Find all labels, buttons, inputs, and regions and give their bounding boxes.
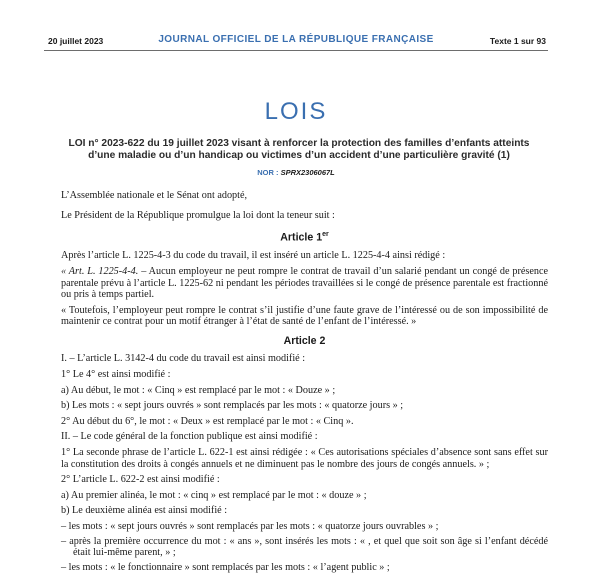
header-divider bbox=[44, 50, 548, 51]
header-page-ref: Texte 1 sur 93 bbox=[489, 36, 546, 46]
header-journal-title: JOURNAL OFFICIEL DE LA RÉPUBLIQUE FRANÇAISE bbox=[158, 34, 434, 45]
section-title: LOIS bbox=[264, 98, 328, 125]
header-date: 20 juillet 2023 bbox=[48, 36, 104, 46]
preamble-promulgation: Le Président de la République promulgue la loi dont la teneur suit : bbox=[61, 209, 335, 221]
article-2-line: 1° Le 4° est ainsi modifié : bbox=[61, 369, 171, 381]
nor-reference bbox=[0, 168, 592, 177]
article-2-line: a) Au début, le mot : « Cinq » est remplacé par le mot : « Douze » ; bbox=[61, 384, 336, 396]
law-title-line-1: LOI n° 2023-622 du 19 juillet 2023 visant à renforcer la protection des familles d’enfants atteints bbox=[68, 138, 530, 149]
article-2-line: II. – Le code général de la fonction publique est ainsi modifié : bbox=[61, 431, 318, 443]
article-2-title: Article 2 bbox=[283, 334, 326, 347]
article-2-dash-item: – après la première occurrence du mot : « ans », sont insérés les mots : « , et quel que soit son âge si l’enfant décédé était lui-même parent, » ; bbox=[61, 535, 548, 559]
article-2-dash-item: – les mots : « sept jours ouvrés » sont remplacés par les mots : « quatorze jours ouvrables » ; bbox=[61, 521, 439, 532]
law-title-line-2: d’une maladie ou d’un handicap ou victimes d’un accident d’une particulière gravité (1) bbox=[88, 150, 510, 161]
nor-label: NOR : bbox=[257, 168, 279, 177]
article-2-line: a) Au premier alinéa, le mot : « cinq » est remplacé par le mot : « douze » ; bbox=[61, 489, 367, 501]
article-1-quoted-article bbox=[61, 266, 548, 301]
article-1-title: Article 1er bbox=[280, 231, 329, 244]
page-header bbox=[44, 33, 548, 49]
law-title bbox=[50, 138, 548, 162]
article-2-dash-item: – les mots : « le fonctionnaire » sont remplacés par les mots : « l’agent public » ; bbox=[61, 561, 390, 573]
article-2-line: I. – L’article L. 3142-4 du code du travail est ainsi modifié : bbox=[61, 353, 306, 365]
nor-value: SPRX2306067L bbox=[280, 168, 335, 177]
article-2-line: 2° L’article L. 622-2 est ainsi modifié : bbox=[61, 474, 220, 486]
preamble-adopted: L’Assemblée nationale et le Sénat ont adopté, bbox=[61, 190, 248, 201]
article-1-intro: Après l’article L. 1225-4-3 du code du travail, il est inséré un article L. 1225-4-4 ainsi rédigé : bbox=[61, 250, 446, 262]
law-body bbox=[61, 190, 548, 576]
article-1-exception: « Toutefois, l’employeur peut rompre le contrat s’il justifie d’une faute grave de l’intéressé ou de son impossibilité de maintenir ce contrat pour un motif étranger à l’état de santé de l’enfant de l’intéressé. » bbox=[61, 304, 548, 328]
article-1-quote-text: Aucun employeur ne peut rompre le contrat de travail d’un salarié pendant un congé de présence parentale prévu à l’article L. 1225-62 ni pendant les périodes travaillées si le congé de présence parentale est fractionné ou pris à temps partiel. bbox=[61, 265, 548, 301]
article-2-line: 1° La seconde phrase de l’article L. 622-1 est ainsi rédigée : « Ces autorisations spéciales d’absence sont sans effet sur la constitution des droits à congés annuels et ne diminuent pas le nombre des jours de congés annuels. » ; bbox=[61, 447, 548, 470]
article-2-line: b) Le deuxième alinéa est ainsi modifié : bbox=[61, 505, 228, 517]
article-1-quote-lead: « Art. L. 1225-4-4. – bbox=[61, 265, 147, 277]
article-2-line: 2° Au début du 6°, le mot : « Deux » est remplacé par le mot : « Cinq ». bbox=[61, 415, 354, 427]
article-2-line: b) Les mots : « sept jours ouvrés » sont remplacés par les mots : « quatorze jours » ; bbox=[61, 400, 404, 412]
